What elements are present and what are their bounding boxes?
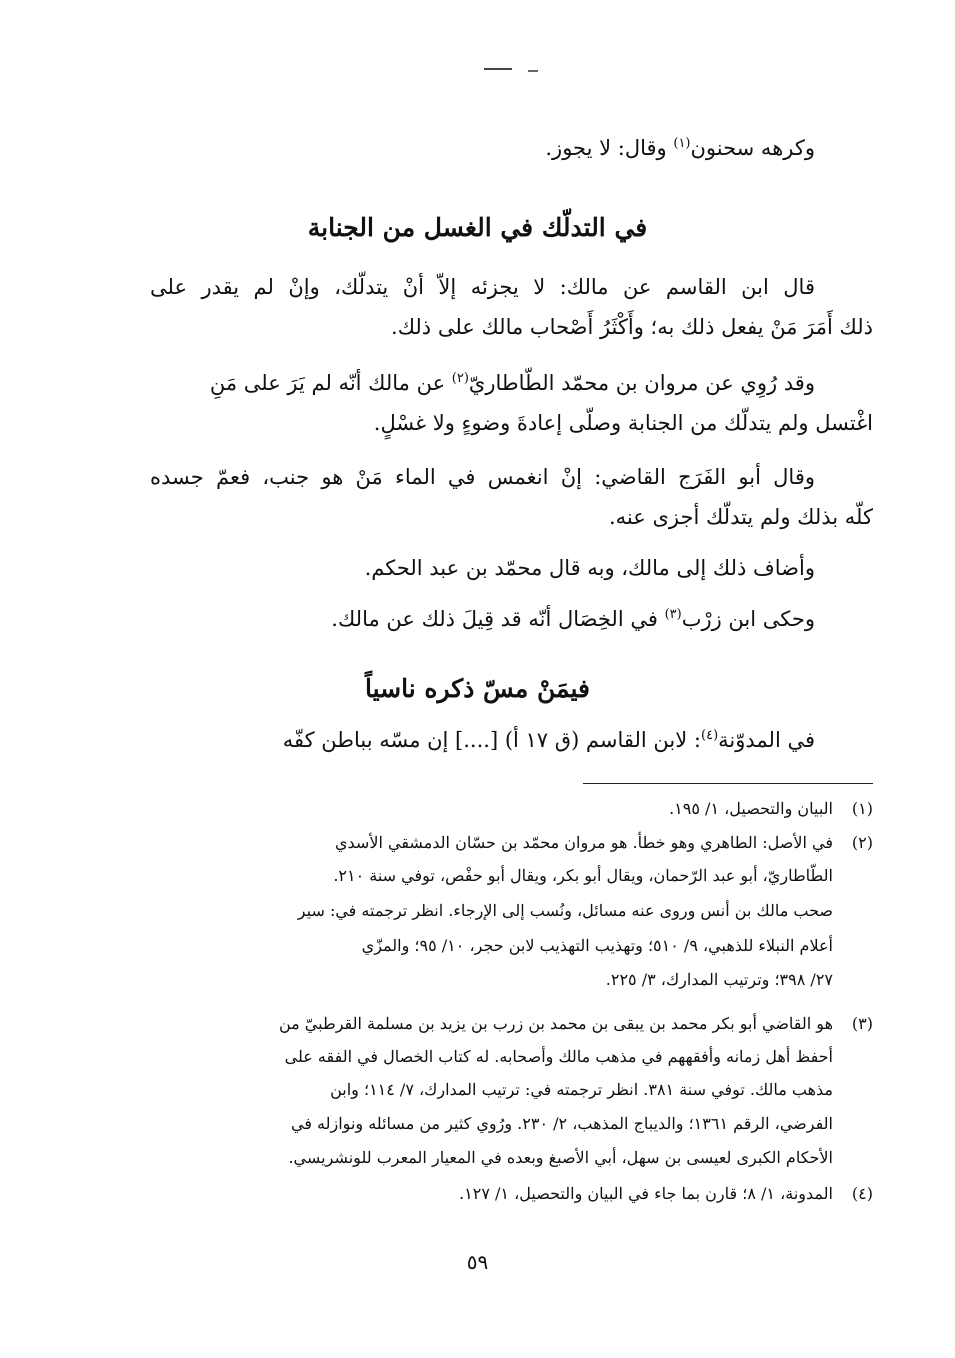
- footnote: (٢)في الأصل: الطاهري وهو خطأ. هو مروان محمّد بن حسّان الدمشقي الأسدي: [150, 831, 873, 855]
- footnote-ref: (٢): [451, 371, 469, 386]
- page-number: ٥٩: [466, 1250, 489, 1274]
- footnote-line: الفرضي، الرقم ١٣٦١؛ والديباج المذهب، ٢/ ٢٣٠. ورُوي كثير من مسائله ونوازله في: [290, 1114, 833, 1133]
- footnote-line: ٢٧/ ٣٩٨؛ وترتيب المدارك، ٣/ ٢٢٥.: [605, 970, 833, 989]
- text-line: وكرهه سحنون$^{(١)}$ وقال: لا يجوز.: [545, 136, 815, 160]
- footnote-number: (٣): [851, 1014, 873, 1033]
- footnote-line: الطّاطاريّ، أبو عبد الرّحمان، ويقال أبو بكر، ويقال أبو حفْص، توفي سنة ٢١٠.: [333, 866, 833, 885]
- footnote-number: (١): [851, 799, 873, 818]
- footnote-line: أحفظ أهل زمانه وأفقههم في مذهب مالك وأصحابه. له كتاب الخصال في الفقه على: [284, 1047, 833, 1066]
- text-line: ذلك أَمَرَ مَنْ يفعل ذلك به؛ وأَكْثَرُ أَصْحاب مالك على ذلك.: [391, 315, 873, 339]
- text-line: اغْتسل ولم يتدلّك من الجنابة وصلّى إعادةَ وضوءٍ ولا غسْلٍ.: [373, 411, 873, 435]
- footnote-line: أعلام النبلاء للذهبي، ٩/ ٥١٠؛ وتهذيب التهذيب لابن حجر، ١٠/ ٩٥؛ والمزّي: [361, 936, 833, 955]
- footnote-ref: (٤): [701, 728, 719, 743]
- section-heading: فيمَنْ مسّ ذكره ناسياً: [365, 674, 590, 703]
- text-line: كلّه بذلك ولم يتدلّك أجزى عنه.: [608, 505, 873, 529]
- text-line: وقد رُوِي عن مروان بن محمّد الطّاطاريّ$^{(٢)}$ عن مالك أنّه لم يَرَ على مَنِ: [209, 371, 815, 395]
- text-line: وأضاف ذلك إلى مالك، وبه قال محمّد بن عبد الحكم.: [364, 556, 815, 580]
- footnote: (١)البيان والتحصيل، ١/ ١٩٥.: [150, 797, 873, 821]
- footnote-number: (٤): [851, 1184, 873, 1203]
- footnote-separator: [583, 783, 873, 784]
- footnote-line: الأحكام الكبرى لعيسى بن سهل، أبي الأصبغ وبعده في المعيار المعرب للونشريسي.: [288, 1148, 833, 1167]
- footnote: (٣)هو القاضي أبو بكر محمد بن يبقى بن محمد بن زرب بن يزيد بن مسلمة القرطبيّ من: [150, 1012, 873, 1036]
- footnote-ref: (١): [673, 136, 691, 151]
- text-line: في المدوّنة$^{(٤)}$: لابن القاسم (ق ١٧ أ) [....] إن مسّه بباطن كفّه: [282, 728, 815, 752]
- footnote: (٤)المدونة، ١/ ٨؛ قارن بما جاء في البيان والتحصيل، ١/ ١٢٧.: [150, 1182, 873, 1206]
- text-line: وقال أبو الفَرَج القاضي: إنْ انغمس في الماء مَنْ هو جنب، فعمّ جسده: [150, 465, 815, 489]
- footnote-ref: (٣): [664, 607, 682, 622]
- text-line: قال ابن القاسم عن مالك: لا يجزئه إلاّ أنْ يتدلّك، وإنْ لم يقدر على: [150, 275, 815, 299]
- section-heading: في التدلّك في الغسل من الجنابة: [307, 213, 648, 242]
- footnote-number: (٢): [851, 833, 873, 852]
- footnote-line: مذهب مالك. توفي سنة ٣٨١. انظر ترجمته في: ترتيب المدارك، ٧/ ١١٤؛ وابن: [330, 1080, 833, 1099]
- footnote-line: صحب مالك بن أنس وروى عنه مسائل، ونُسب إلى الإرجاء. انظر ترجمته في: سير: [297, 901, 833, 920]
- text-line: وحكى ابن زرْب$^{(٣)}$ في الخِصَال أنّه قد قِيلَ ذلك عن مالك.: [331, 607, 815, 631]
